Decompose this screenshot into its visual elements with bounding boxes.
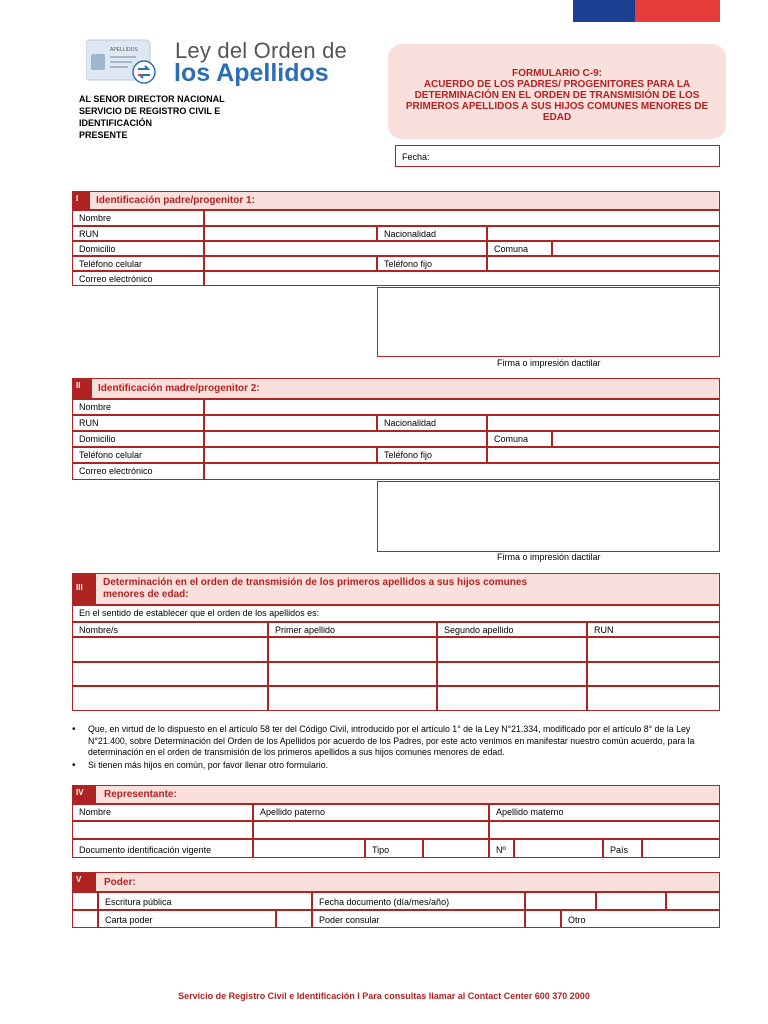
section5-carta-label: Carta poder [98, 910, 276, 928]
section2-nacionalidad-input[interactable] [487, 415, 720, 431]
legal-note-item: • Si tienen más hijos en común, por favor llenar otro formulario. [72, 760, 722, 772]
logo [86, 38, 346, 90]
svg-text:APELLIDOS: APELLIDOS [110, 47, 138, 53]
addressee-block [79, 93, 225, 141]
section3-col-segundo-apellido: Segundo apellido [437, 622, 587, 637]
section3-col-primer-apellido: Primer apellido [268, 622, 437, 637]
addressee-line: PRESENTE [79, 130, 128, 140]
section4-number: IV [72, 785, 96, 804]
section4-documento-input[interactable] [253, 839, 365, 858]
section2-title: Identificación madre/progenitor 2: [98, 383, 260, 394]
form-title: ACUERDO DE LOS PADRES/ PROGENITORES PARA LA DETERMINACIÓN EN EL ORDEN DE TRANSMISIÓN DE LOS PRIMEROS APELLIDOS A SUS HIJOS COMUNES MENORES DE EDAD [405, 79, 709, 123]
section1-nacionalidad-label: Nacionalidad [377, 226, 487, 241]
section2-nombre-input[interactable] [204, 399, 720, 415]
section2-nacionalidad-label: Nacionalidad [377, 415, 487, 431]
section5-escritura-label: Escritura pública [98, 892, 312, 910]
section4-pais-label: País [603, 839, 642, 858]
section4-numero-label: Nº [489, 839, 514, 858]
section2-domicilio-label: Domicilio [72, 431, 204, 447]
section3-row1-segundo[interactable] [437, 637, 587, 662]
addressee-line: SERVICIO DE REGISTRO CIVIL E [79, 106, 221, 116]
section1-fijo-label: Teléfono fijo [377, 256, 487, 271]
section5-header [72, 872, 720, 892]
section4-paterno-label: Apellido paterno [253, 804, 489, 821]
section3-row2-run[interactable] [587, 662, 720, 686]
section5-number: V [72, 872, 96, 892]
section3-number: III [72, 573, 96, 605]
section5-fecha-ano[interactable] [666, 892, 720, 910]
section5-consular-checkbox[interactable] [276, 910, 312, 928]
section1-comuna-label: Comuna [487, 241, 552, 256]
section4-title: Representante: [104, 789, 177, 800]
section2-comuna-input[interactable] [552, 431, 720, 447]
section3-row1-primer[interactable] [268, 637, 437, 662]
footer-contact: Servicio de Registro Civil e Identificación I Para consultas llamar al Contact Center 600 370 2000 [178, 991, 590, 1001]
section3-row3-nombres[interactable] [72, 686, 268, 711]
section2-run-input[interactable] [204, 415, 377, 431]
section3-row3-run[interactable] [587, 686, 720, 711]
section2-comuna-label: Comuna [487, 431, 552, 447]
section3-col-run: RUN [587, 622, 720, 637]
section1-domicilio-input[interactable] [204, 241, 487, 256]
fecha-label: Fecha: [402, 152, 430, 162]
section1-celular-input[interactable] [204, 256, 377, 271]
section1-signature-box[interactable] [377, 287, 720, 357]
logo-title-line2: los Apellidos [174, 59, 329, 87]
section1-number: I [72, 191, 90, 210]
section2-run-label: RUN [72, 415, 204, 431]
section3-title-line2: menores de edad: [103, 589, 189, 600]
section2-correo-label: Correo electrónico [72, 463, 204, 480]
legal-note-item: • Que, en virtud de lo dispuesto en el artículo 58 ter del Código Civil, introducido por el artículo 1° de la Ley N°21.334, modificado por el artículo 8° de la Ley N°21.400, sobre Determinación del Orden de los Apellidos por acuerdo de los Padres, por este acto venimos en manifestar nuestro común acuerdo, para la determinación en el orden de transmisión de los primeros apellidos a sus hijos comunes menores de edad. [72, 724, 722, 759]
section1-nombre-input[interactable] [204, 210, 720, 226]
form-title-box [388, 44, 726, 139]
section1-domicilio-label: Domicilio [72, 241, 204, 256]
section1-signature-label: Firma o impresión dactilar [497, 358, 601, 368]
section2-fijo-label: Teléfono fijo [377, 447, 487, 463]
form-code: FORMULARIO C-9: [512, 68, 602, 79]
section2-nombre-label: Nombre [72, 399, 204, 415]
section1-comuna-input[interactable] [552, 241, 720, 256]
section5-otro-label: Otro [561, 910, 720, 928]
section4-numero-input[interactable] [514, 839, 603, 858]
section5-fecha-mes[interactable] [596, 892, 666, 910]
section3-col-nombres: Nombre/s [72, 622, 268, 637]
section5-otro-checkbox[interactable] [525, 910, 561, 928]
section1-title: Identificación padre/progenitor 1: [96, 195, 255, 206]
section1-nacionalidad-input[interactable] [487, 226, 720, 241]
section4-materno-input[interactable] [489, 821, 720, 839]
addressee-line: AL SENOR DIRECTOR NACIONAL [79, 94, 225, 104]
section4-nombre-input[interactable] [72, 821, 253, 839]
section4-nombre-label: Nombre [72, 804, 253, 821]
legal-notes [72, 724, 722, 772]
section5-title: Poder: [104, 877, 136, 888]
section5-consular-label: Poder consular [312, 910, 525, 928]
section5-escritura-checkbox[interactable] [72, 892, 98, 910]
section3-row1-run[interactable] [587, 637, 720, 662]
section3-row3-segundo[interactable] [437, 686, 587, 711]
section4-pais-input[interactable] [642, 839, 720, 858]
id-card-logo-icon [86, 38, 156, 84]
section1-celular-label: Teléfono celular [72, 256, 204, 271]
section4-paterno-input[interactable] [253, 821, 489, 839]
section3-row2-nombres[interactable] [72, 662, 268, 686]
section1-fijo-input[interactable] [487, 256, 720, 271]
section4-documento-label: Documento identificación vigente [72, 839, 253, 858]
section2-signature-box[interactable] [377, 481, 720, 552]
section1-correo-label: Correo electrónico [72, 271, 204, 286]
section2-domicilio-input[interactable] [204, 431, 487, 447]
logo-title-line1: Ley del Orden de [175, 38, 347, 63]
section3-title-line1: Determinación en el orden de transmisión de los primeros apellidos a sus hijos comunes [103, 577, 528, 588]
section5-fecha-dia[interactable] [525, 892, 596, 910]
section4-materno-label: Apellido materno [489, 804, 720, 821]
section2-celular-label: Teléfono celular [72, 447, 204, 463]
section4-tipo-label: Tipo [365, 839, 423, 858]
section1-correo-input[interactable] [204, 271, 720, 286]
section3-intro: En el sentido de establecer que el orden de los apellidos es: [72, 605, 720, 622]
section3-row2-primer[interactable] [268, 662, 437, 686]
section2-correo-input[interactable] [204, 463, 720, 480]
section3-row2-segundo[interactable] [437, 662, 587, 686]
section5-carta-checkbox[interactable] [72, 910, 98, 928]
addressee-line: IDENTIFICACIÓN [79, 118, 152, 128]
section1-nombre-label: Nombre [72, 210, 204, 226]
section4-tipo-input[interactable] [423, 839, 489, 858]
section1-run-label: RUN [72, 226, 204, 241]
flag-red-band [635, 0, 720, 22]
section3-row3-primer[interactable] [268, 686, 437, 711]
flag-blue-band [573, 0, 635, 22]
section2-celular-input[interactable] [204, 447, 377, 463]
section3-row1-nombres[interactable] [72, 637, 268, 662]
fecha-field[interactable] [395, 145, 720, 167]
section5-fecha-documento-label: Fecha documento (día/mes/año) [312, 892, 525, 910]
section2-number: II [72, 378, 92, 399]
section1-run-input[interactable] [204, 226, 377, 241]
section2-signature-label: Firma o impresión dactilar [497, 552, 601, 562]
section2-fijo-input[interactable] [487, 447, 720, 463]
